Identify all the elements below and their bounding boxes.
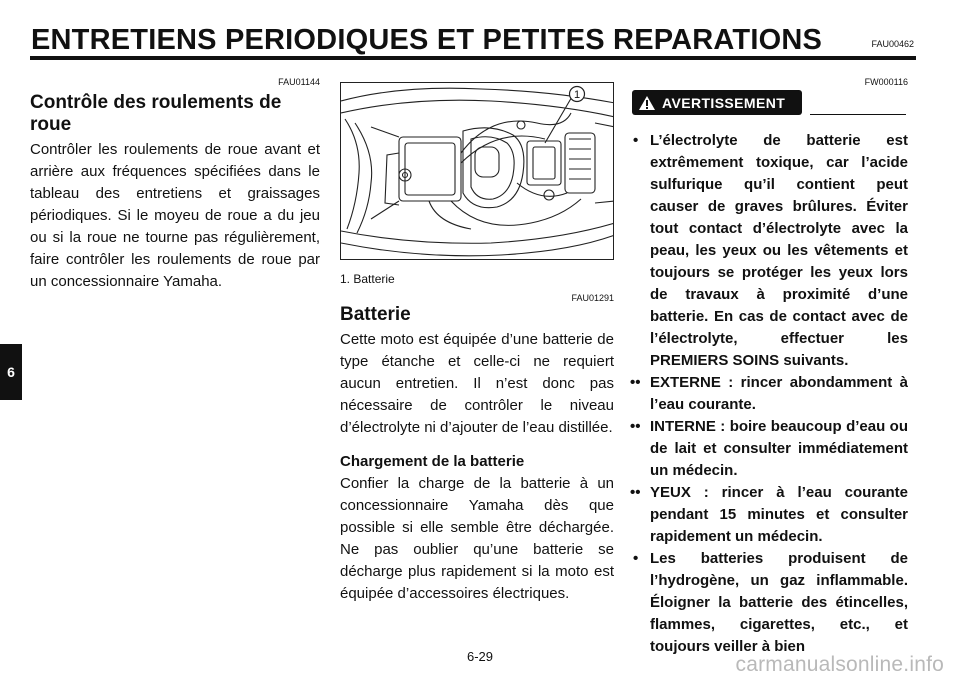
page-number: 6-29	[466, 649, 494, 664]
battery-figure	[340, 82, 614, 260]
section-reference-code: FAU01291	[571, 293, 614, 303]
wheel-bearings-paragraph: Contrôler les roulements de roue avant et arrière aux fréquences spécifiées dans le tableau des entretiens et graissages périodiques. Si le moyeu de roue a du jeu ou si la roue ne tourne pas régulièrement, faire contrôler les roulements de roue par un concessionnaire Yamaha.	[30, 141, 320, 290]
figure-caption: 1. Batterie	[340, 272, 395, 286]
header-reference-code: FAU00462	[871, 39, 914, 49]
warning-box	[632, 90, 802, 115]
section-heading-battery: Batterie	[340, 304, 411, 325]
page-title: ENTRETIENS PERIODIQUES ET PETITES REPARATIONS	[31, 24, 823, 56]
watermark: carmanualsonline.info	[735, 653, 944, 676]
battery-illustration	[341, 83, 614, 260]
battery-paragraph: Cette moto est équipée d’une batterie de type étanche et celle-ci ne requiert aucun entretien. Il n’est donc pas nécessaire de contrôler le niveau d’électrolyte ni d’ajouter de l’eau distillée.	[340, 331, 614, 436]
battery-charging-paragraph: Confier la charge de la batterie à un concessionnaire Yamaha dès que possible si elle semble être déchargée. Ne pas oublier qu’une batterie se décharge plus rapidement si la moto est équipée d’accessoires électriques.	[340, 475, 614, 602]
section-heading-wheel-bearings: Contrôle des roulements de roue	[30, 92, 282, 135]
warning-rule	[810, 114, 906, 115]
first-aid-internal: INTERNE : boire beaucoup d’eau ou de lait et consulter immédiatement un médecin.	[650, 418, 908, 479]
warning-reference-code: FW000116	[864, 77, 908, 87]
warning-sub-item	[630, 482, 908, 548]
warning-sub-item	[630, 372, 908, 416]
section-reference-code: FAU01144	[278, 77, 320, 87]
page-header	[30, 26, 916, 60]
right-column	[630, 78, 908, 658]
warning-text	[630, 130, 908, 658]
warning-sub-item	[630, 416, 908, 482]
warning-bullet	[630, 548, 908, 658]
bullet-mark: •	[633, 550, 639, 567]
warning-paragraph-hydrogen: Les batteries produisent de l’hydrogène, un gaz inflammable. Éloigner la batterie des étincelles, flammes, cigarettes, etc., et toujours veiller à bien	[650, 550, 908, 655]
chapter-tab[interactable]: 6	[0, 344, 22, 400]
warning-triangle-icon	[638, 95, 656, 111]
sub-bullet-mark: ••	[630, 374, 641, 391]
middle-column	[340, 80, 614, 605]
figure-callout-number: 1	[573, 89, 581, 101]
sub-bullet-mark: ••	[630, 418, 641, 435]
first-aid-external: EXTERNE : rincer abondamment à l’eau courante.	[650, 374, 908, 413]
warning-paragraph-electrolyte: L’électrolyte de batterie est extrêmement toxique, car l’acide sulfurique qu’il contient peut causer de graves brûlures. Éviter tout contact d’électrolyte avec la peau, les yeux ou les vêtements et toujours se protéger les yeux lors de travaux à proximité d’une batterie. En cas de contact avec de l’électrolyte, effectuer les PREMIERS SOINS suivants.	[650, 132, 908, 369]
sub-bullet-mark: ••	[630, 484, 641, 501]
subheading-battery-charging: Chargement de la batterie	[340, 453, 525, 470]
left-column	[30, 78, 320, 293]
warning-bullet	[630, 130, 908, 372]
warning-banner	[630, 90, 908, 120]
bullet-mark: •	[633, 132, 639, 149]
warning-label: AVERTISSEMENT	[662, 94, 786, 111]
first-aid-eyes: YEUX : rincer à l’eau courante pendant 15 minutes et consulter rapidement un médecin.	[650, 484, 908, 545]
